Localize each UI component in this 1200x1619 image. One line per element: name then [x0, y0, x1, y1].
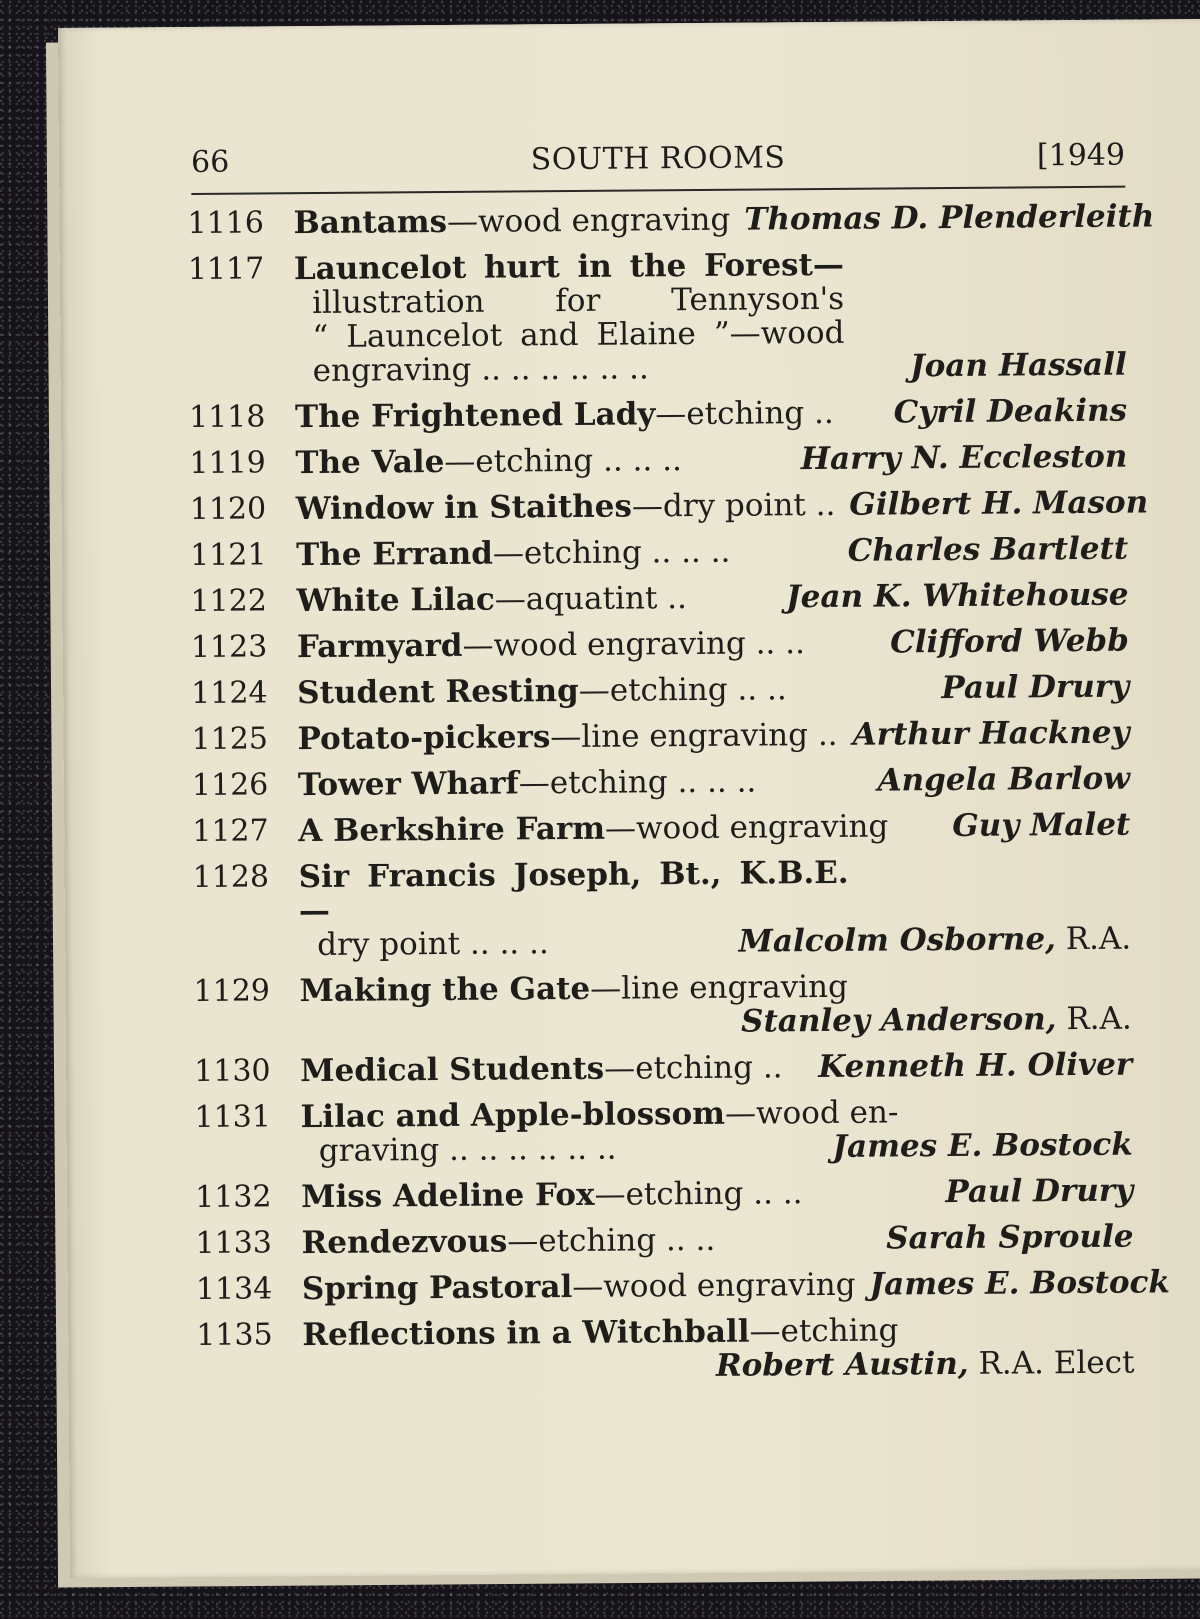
- entry-title: Bantams: [293, 203, 448, 242]
- entry-title: Reflections in a Witchball: [302, 1313, 750, 1354]
- entry-medium: —etching .. ..: [578, 671, 787, 709]
- entry-medium: —etching: [749, 1312, 899, 1350]
- entry-number: 1125: [191, 721, 269, 757]
- catalogue-entry: [190, 578, 1128, 619]
- entry-artist: Jean K. Whitehouse: [785, 576, 1129, 616]
- entry-artist: Arthur Hackney: [852, 714, 1130, 753]
- entry-number: 1116: [187, 205, 265, 241]
- entry-artist: Cyril Deakins: [893, 392, 1128, 431]
- entry-title: Launcelot hurt in the Forest—: [293, 246, 845, 288]
- catalogue-entry: [191, 716, 1129, 757]
- entry-title: White Lilac: [296, 581, 495, 620]
- entry-title: Potato-pickers: [297, 719, 551, 758]
- entry-medium: —aquatint ..: [494, 580, 688, 618]
- entry-artist: Gilbert H. Mason: [849, 484, 1149, 523]
- catalogue-entry: [195, 1220, 1133, 1261]
- entry-artist: Stanley Anderson,: [740, 1001, 1057, 1040]
- entry-artist-suffix: R.A. Elect: [968, 1344, 1135, 1382]
- entry-medium: —etching .. .. ..: [444, 442, 683, 480]
- catalogue-entry: [191, 624, 1129, 665]
- year-label: [1949: [1036, 137, 1126, 174]
- entry-number: 1132: [195, 1179, 272, 1215]
- entry-medium: —wood engraving: [446, 201, 731, 240]
- entry-number: 1127: [192, 813, 269, 849]
- catalogue-entry: [194, 1094, 1133, 1169]
- catalogue-entry: [188, 246, 1127, 389]
- entry-artist-suffix: R.A.: [1056, 1000, 1132, 1038]
- entry-medium-line: illustration for Tennyson's: [312, 280, 845, 322]
- entry-title: Medical Students: [300, 1050, 605, 1090]
- catalogue-entry: [193, 854, 1132, 963]
- entry-artist: James E. Bostock: [869, 1264, 1171, 1303]
- entry-number: 1121: [190, 537, 267, 573]
- entry-number: 1135: [196, 1317, 273, 1353]
- entry-medium-line: dry point .. .. ..: [317, 925, 549, 963]
- entry-number: 1131: [194, 1099, 272, 1135]
- book-page: [58, 19, 1200, 1578]
- entry-number: 1119: [189, 445, 266, 481]
- entry-title: The Errand: [296, 535, 494, 574]
- entry-title: The Vale: [295, 443, 445, 482]
- entry-medium: —etching ..: [655, 394, 834, 433]
- entry-medium: —etching .. .. ..: [518, 763, 757, 802]
- entry-artist: Angela Barlow: [877, 760, 1131, 799]
- catalogue-list: [187, 198, 1171, 1399]
- entry-medium-line: graving .. .. .. .. .. ..: [318, 1130, 617, 1169]
- entry-artist: Clifford Webb: [889, 622, 1129, 661]
- entry-artist: James E. Bostock: [832, 1126, 1133, 1165]
- entry-title: Rendezvous: [301, 1223, 508, 1262]
- catalogue-entry: [189, 484, 1149, 528]
- entry-number: 1124: [191, 675, 268, 711]
- entry-title: Student Resting: [297, 672, 579, 712]
- catalogue-entry: [192, 808, 1130, 849]
- entry-title: Tower Wharf: [297, 765, 519, 804]
- entry-medium: —etching .. .. ..: [492, 533, 731, 572]
- catalogue-entry: [195, 1264, 1171, 1308]
- entry-number: 1130: [194, 1053, 271, 1089]
- entry-medium: —line engraving ..: [550, 716, 838, 756]
- entry-medium: —wood engraving: [604, 808, 889, 847]
- entry-artist: Kenneth H. Oliver: [818, 1046, 1133, 1086]
- entry-number: 1133: [195, 1225, 273, 1261]
- entry-artist-suffix: R.A.: [1055, 920, 1132, 958]
- entry-artist: Malcolm Osborne,: [738, 921, 1057, 960]
- entry-number: 1129: [193, 973, 271, 1009]
- entry-medium: —etching ..: [604, 1049, 783, 1087]
- entry-title: Miss Adeline Fox: [301, 1176, 595, 1216]
- entry-number: 1128: [192, 859, 270, 895]
- entry-artist: Robert Austin,: [715, 1345, 969, 1384]
- entry-title: Sir Francis Joseph, Bt., K.B.E.—: [298, 854, 849, 930]
- entry-number: 1122: [190, 583, 268, 619]
- catalogue-entry: [195, 1174, 1133, 1215]
- entry-medium: —line engraving: [590, 968, 849, 1007]
- entry-number: 1123: [190, 629, 268, 665]
- catalogue-entry: [190, 532, 1128, 573]
- entry-artist: Guy Malet: [952, 806, 1131, 845]
- entry-title: Making the Gate: [299, 970, 591, 1010]
- entry-title: Lilac and Apple-blossom: [300, 1095, 726, 1136]
- page-title: SOUTH ROOMS: [530, 140, 786, 178]
- entry-medium: —etching .. ..: [594, 1175, 803, 1213]
- running-header: [191, 138, 1125, 191]
- entry-medium-line: engraving .. .. .. .. .. ..: [312, 350, 649, 390]
- entry-artist: Paul Drury: [941, 668, 1130, 707]
- entry-title: Farmyard: [296, 627, 463, 666]
- entry-title: Window in Staithes: [295, 488, 633, 528]
- entry-medium: —dry point ..: [631, 486, 836, 525]
- entry-title: Spring Pastoral: [301, 1269, 573, 1308]
- entry-medium: —wood en-: [724, 1094, 899, 1132]
- entry-medium: —wood engraving: [572, 1266, 856, 1305]
- catalogue-entry: [196, 1312, 1135, 1387]
- catalogue-entry: [187, 198, 1155, 242]
- entry-title: The Frightened Lady: [294, 396, 656, 436]
- entry-artist: Sarah Sproule: [886, 1218, 1134, 1257]
- entry-medium: —etching .. ..: [507, 1221, 716, 1260]
- catalogue-entry: [192, 762, 1130, 803]
- entry-medium: —wood engraving .. ..: [462, 625, 806, 664]
- entry-number: 1120: [189, 491, 267, 527]
- entry-number: 1126: [191, 767, 269, 803]
- entry-number: 1118: [188, 399, 266, 435]
- catalogue-entry: [189, 394, 1127, 435]
- entry-artist: Thomas D. Plenderleith: [744, 198, 1155, 238]
- entry-number: 1134: [195, 1271, 273, 1307]
- catalogue-entry: [189, 440, 1127, 481]
- entry-medium-line: “ Launcelot and Elaine ”—wood: [312, 314, 845, 356]
- catalogue-entry: [193, 968, 1132, 1043]
- entry-number: 1117: [187, 251, 265, 287]
- entry-artist: Harry N. Eccleston: [800, 438, 1128, 478]
- entry-artist: Joan Hassall: [909, 346, 1127, 385]
- page-number: 66: [190, 144, 230, 180]
- entry-artist: Charles Bartlett: [847, 530, 1129, 569]
- catalogue-entry: [191, 670, 1129, 711]
- catalogue-entry: [194, 1048, 1132, 1089]
- entry-title: A Berkshire Farm: [298, 810, 606, 850]
- entry-artist: Paul Drury: [945, 1172, 1134, 1211]
